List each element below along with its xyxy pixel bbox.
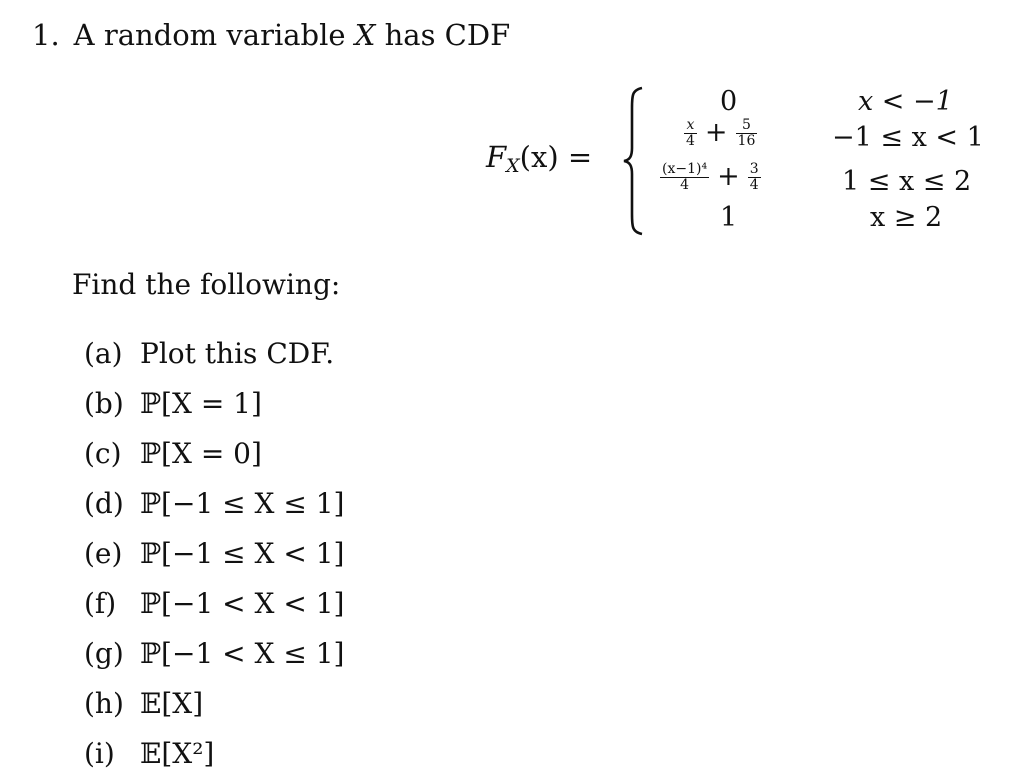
case-3-fraction-1 [660,162,709,192]
part-label: (h) [84,686,124,720]
case-2-fraction-2-numerator: 5 [736,118,758,134]
part-text: ℙ[X = 1] [140,386,262,420]
part-g [84,628,344,678]
part-label: (b) [84,386,124,420]
case-2-fraction-2-denominator: 16 [737,132,756,149]
case-4-condition: x ≥ 2 [870,202,943,233]
part-text: Plot this CDF. [140,336,335,370]
part-text: 𝔼[X] [140,686,204,720]
cdf-function-symbol: F [486,140,507,174]
problem-statement [32,18,510,52]
case-3-condition: 1 ≤ x ≤ 2 [842,166,972,197]
case-3-operator: + [717,160,740,192]
case-1-condition: x < −1 [858,86,953,117]
part-label: (d) [84,486,124,520]
case-2-condition: −1 ≤ x < 1 [832,122,984,153]
part-label: (i) [84,736,115,770]
case-2-fraction-2 [736,118,758,148]
case-3-fraction-2 [748,162,761,192]
part-text: ℙ[−1 ≤ X ≤ 1] [140,486,345,520]
part-d [84,478,344,528]
left-brace-icon [622,86,646,236]
case-2-fraction-1-denominator: 4 [686,132,695,149]
part-text: ℙ[X = 0] [140,436,262,470]
part-label: (a) [84,336,123,370]
cdf-lhs [486,140,592,177]
case-3-fraction-1-numerator: (x−1)⁴ [662,161,708,177]
part-e [84,528,344,578]
parts-list [84,328,344,778]
part-text: 𝔼[X²] [140,736,215,770]
find-following-label: Find the following: [72,268,341,301]
part-text: ℙ[−1 < X < 1] [140,586,345,620]
part-c [84,428,344,478]
cdf-argument: (x) = [519,140,593,174]
part-text: ℙ[−1 < X ≤ 1] [140,636,345,670]
case-1-expression: 0 [720,86,738,117]
problem-number: 1. [32,18,60,52]
case-2-fraction-1-numerator: x [684,118,697,134]
case-3-expression [658,162,763,192]
problem-intro-tail: has CDF [384,18,511,52]
part-text: ℙ[−1 ≤ X < 1] [140,536,345,570]
case-4-expression: 1 [720,202,738,233]
case-2-fraction-1 [684,118,697,148]
part-label: (g) [84,636,124,670]
part-a [84,328,344,378]
case-2-operator: + [704,116,728,148]
problem-intro-text: A random variable [73,18,346,52]
problem-intro-variable: X [354,18,376,52]
part-label: (f) [84,586,117,620]
cdf-formula [486,82,1006,242]
part-i [84,728,344,778]
part-h [84,678,344,728]
case-3-fraction-2-numerator: 3 [749,161,759,177]
part-f [84,578,344,628]
case-3-fraction-1-denominator: 4 [680,176,689,193]
part-b [84,378,344,428]
part-label: (e) [84,536,123,570]
cdf-subscript: X [506,155,520,177]
part-label: (c) [84,436,122,470]
case-3-fraction-2-denominator: 4 [749,176,759,193]
case-2-expression [682,118,759,148]
